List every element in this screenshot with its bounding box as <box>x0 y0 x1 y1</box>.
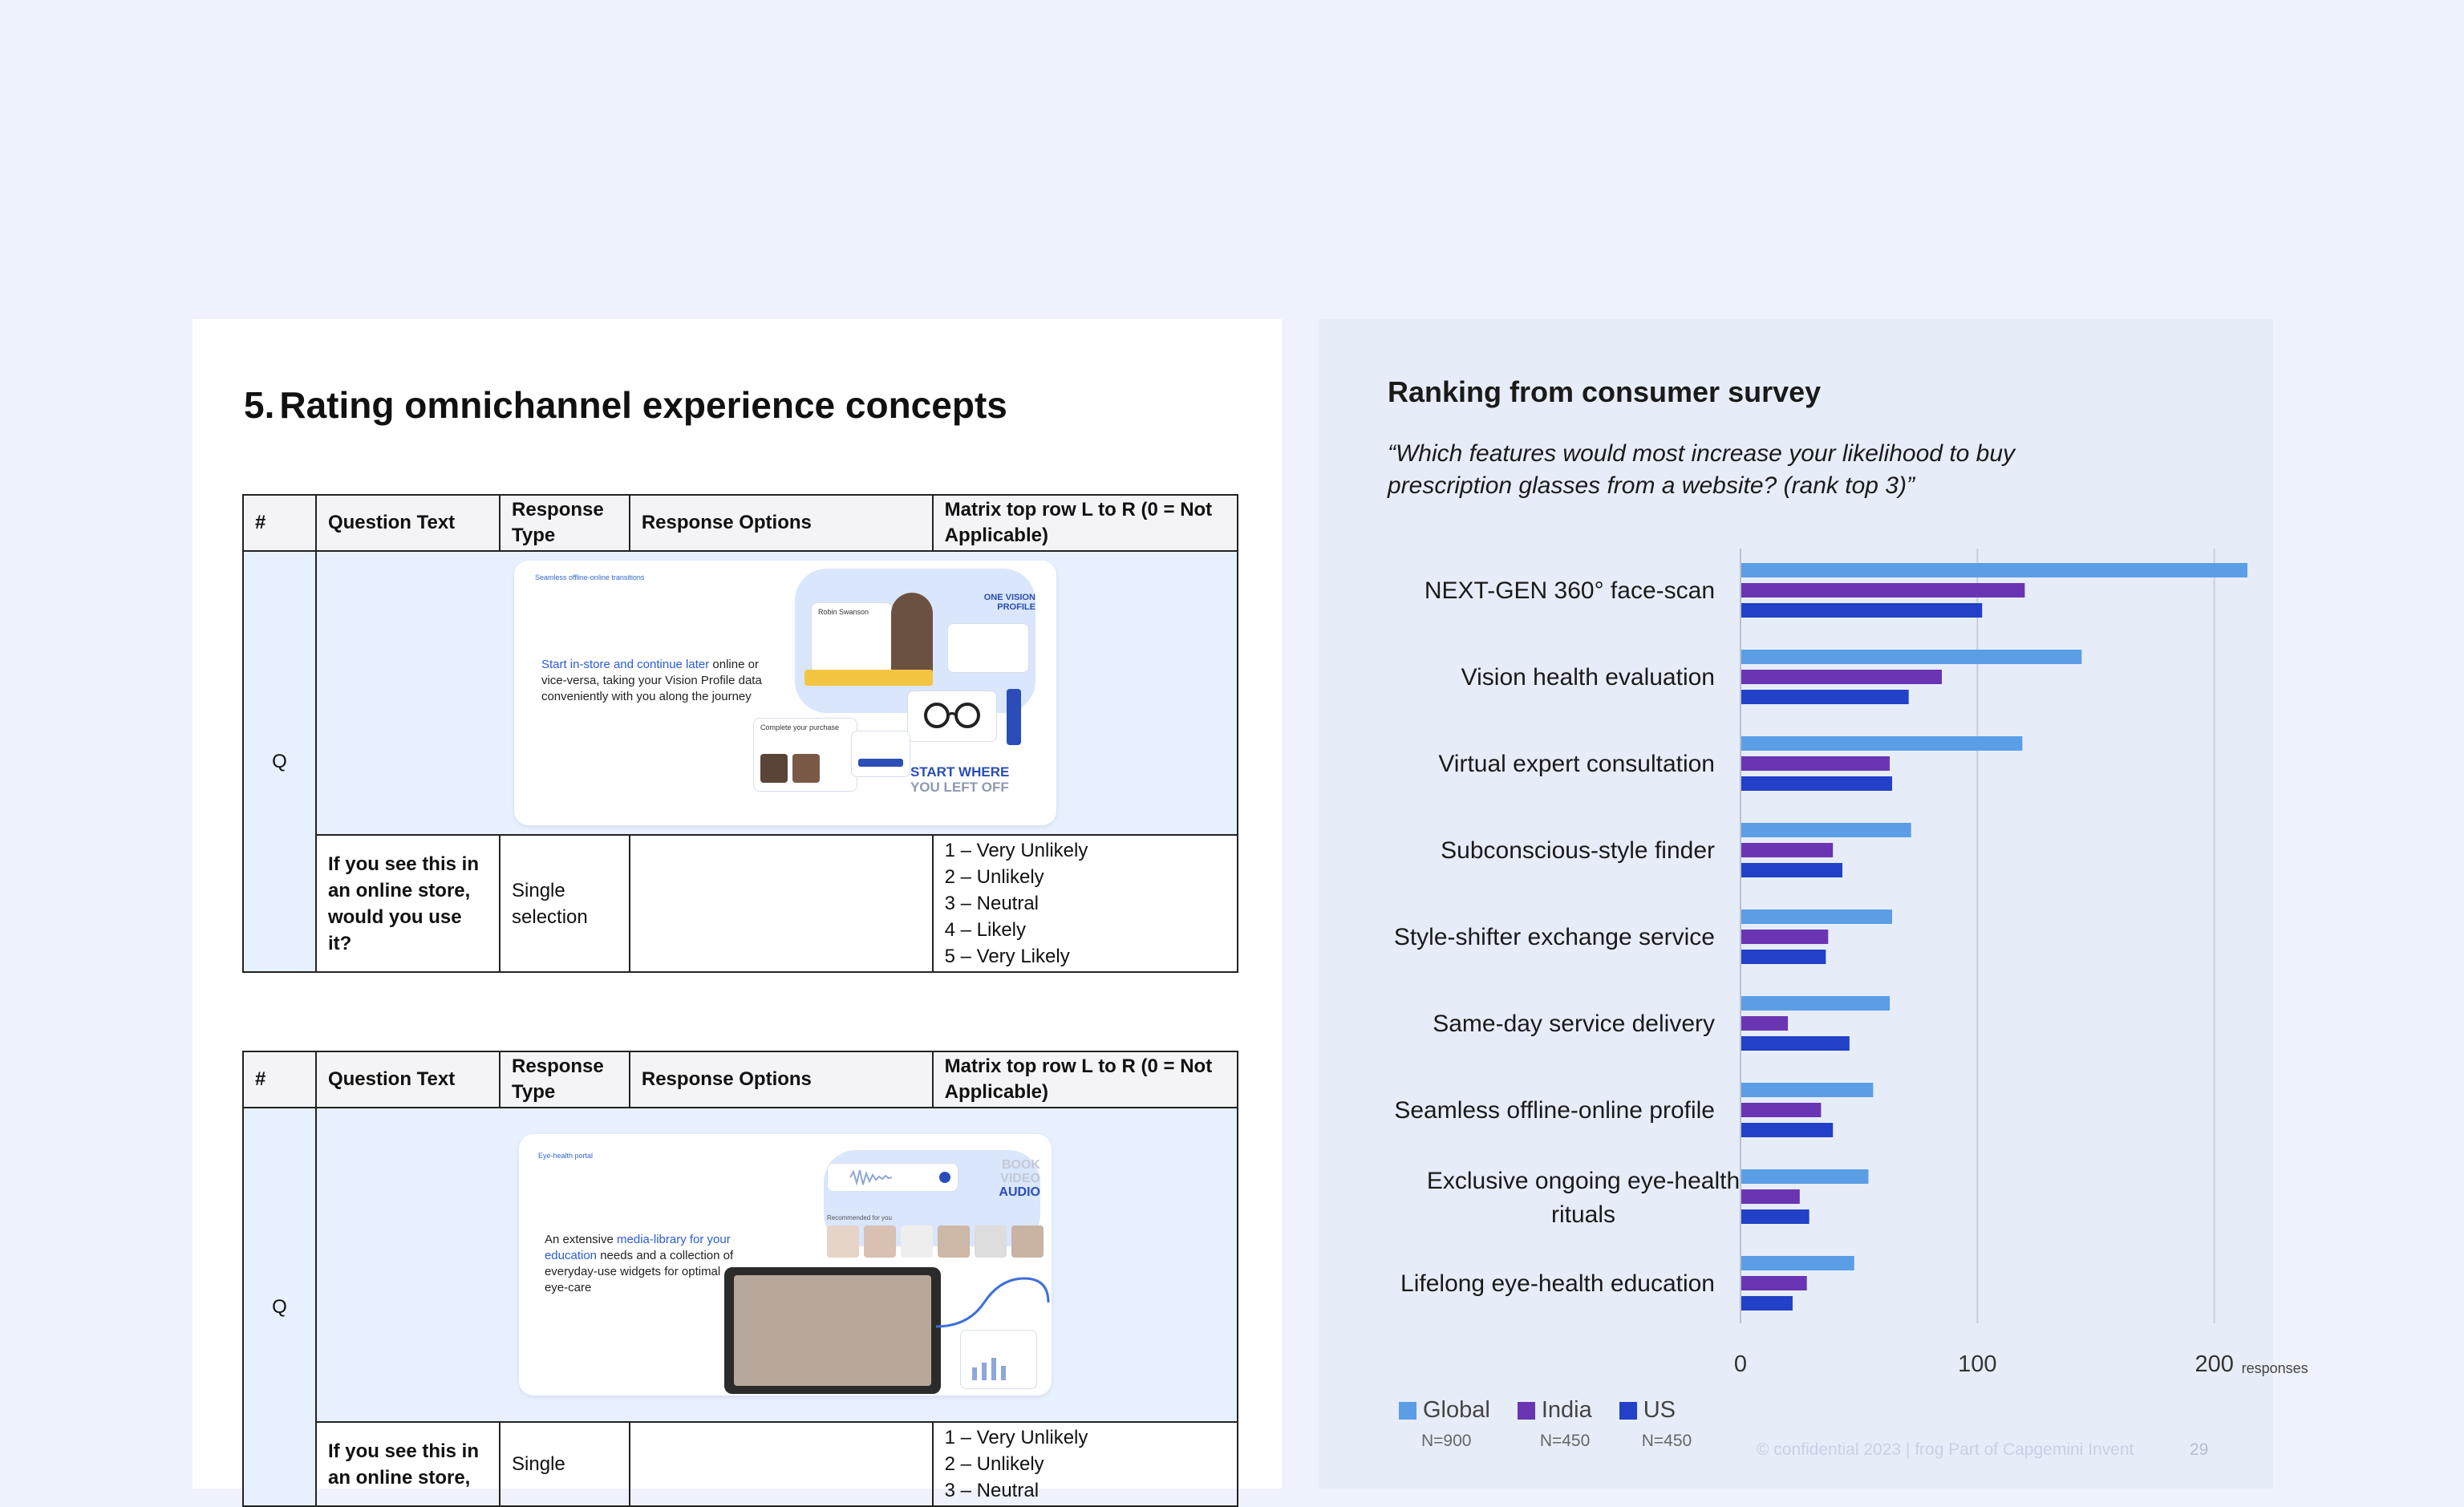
category-label: Same-day service delivery <box>1433 1011 1715 1037</box>
section-title <box>244 383 1007 427</box>
option-item: 1 – Very Unlikely <box>944 1427 1088 1448</box>
concept-header: Seamless offline-online transitions <box>534 573 645 581</box>
avatar <box>792 754 820 783</box>
header-number: # <box>243 495 316 551</box>
thumbnail <box>938 1225 970 1258</box>
yellow-banner <box>804 670 933 686</box>
profile-fields-card <box>947 623 1029 673</box>
footer-copyright: © confidential 2023 | frog Part of Capgemini Invent <box>1757 1440 2134 1459</box>
option-item: 5 – Very Likely <box>944 946 1070 967</box>
bar-us <box>1741 1123 1833 1137</box>
bar-india <box>1741 1189 1800 1204</box>
concept-blurb-highlight: media-library for your education <box>544 1233 731 1262</box>
survey-document-panel <box>192 319 1282 1501</box>
bar-us <box>1741 1296 1793 1311</box>
checkout-button-icon <box>858 759 903 767</box>
bar-global <box>1741 909 1892 924</box>
profile-card <box>811 602 893 673</box>
bar-global <box>1741 563 2247 577</box>
bar-india <box>1741 756 1890 771</box>
table-header-row <box>243 1051 1238 1108</box>
response-type: Single <box>500 1422 630 1506</box>
row-label: Q <box>243 1108 316 1506</box>
x-unit-label: responses <box>2241 1360 2308 1376</box>
table-row <box>243 835 1238 972</box>
chart-legend <box>1399 1397 1692 1451</box>
bar-india <box>1741 1276 1807 1290</box>
header-question-text: Question Text <box>316 495 500 551</box>
table-row <box>243 551 1238 835</box>
legend-swatch-us <box>1619 1402 1637 1420</box>
header-matrix: Matrix top row L to R (0 = Not Applicable) <box>933 495 1238 551</box>
media-label-book: BOOK <box>1001 1158 1040 1172</box>
bar-us <box>1741 950 1826 964</box>
header-response-type: Response Type <box>500 1051 630 1108</box>
bar-us <box>1741 776 1892 791</box>
glasses-card <box>907 691 997 742</box>
bar-global <box>1741 996 1890 1011</box>
scroll-handle-icon <box>1007 689 1021 745</box>
header-response-options: Response Options <box>630 1051 933 1108</box>
header-response-type: Response Type <box>500 495 630 551</box>
table-header-row <box>243 495 1238 551</box>
concept-cta <box>910 764 1009 795</box>
bar-india <box>1741 930 1828 944</box>
bar-global <box>1741 650 2081 664</box>
bar-global <box>1741 1256 1854 1270</box>
matrix-options <box>933 1422 1238 1506</box>
option-item: 2 – Unlikely <box>944 866 1044 888</box>
question-text: If you see this in an online store, <box>316 1422 500 1506</box>
concept-blurb-pre: An extensive <box>544 1233 618 1246</box>
bar-global <box>1741 1169 1868 1184</box>
x-tick-label: 100 <box>1958 1351 1997 1377</box>
question-text: If you see this in an online store, would you use it? <box>316 835 500 972</box>
row-label: Q <box>243 551 316 972</box>
bar-india <box>1741 1103 1821 1117</box>
table-row <box>243 1108 1238 1422</box>
legend-item-india <box>1518 1397 1592 1451</box>
legend-swatch-global <box>1399 1402 1416 1420</box>
category-label: Virtual expert consultation <box>1438 751 1715 777</box>
response-options <box>630 835 933 972</box>
concept-blurb-highlight: Start in-store and continue later <box>541 658 710 671</box>
concept-blurb <box>545 1232 745 1296</box>
bar-global <box>1741 1083 1873 1097</box>
chart-subtitle: “Which features would most increase your likelihood to buy prescription glasses from a website? (rank top 3)” <box>1388 440 2016 499</box>
survey-table-1 <box>242 494 1238 973</box>
response-options <box>630 1422 933 1506</box>
wave-decoration-icon <box>936 1270 1048 1335</box>
option-item: 4 – Likely <box>944 919 1026 941</box>
purchase-card <box>753 718 857 792</box>
option-item: 3 – Neutral <box>944 1480 1040 1501</box>
table-row <box>243 1422 1238 1506</box>
concept-blurb-rest: needs and a collection of everyday-use widgets for optimal eye-care <box>544 1249 734 1294</box>
category-label: Lifelong eye-health education <box>1400 1270 1715 1297</box>
concept-image-cell <box>316 551 1238 835</box>
thumbnail <box>975 1225 1007 1258</box>
avatar <box>760 754 788 783</box>
widget-card <box>960 1330 1037 1389</box>
bar-india <box>1741 583 2024 598</box>
concept-blurb-rest: online or vice-versa, taking your Vision Profile data conveniently with you along the journey <box>541 658 762 703</box>
concept-image-cell <box>316 1108 1238 1422</box>
category-label: Style-shifter exchange service <box>1393 924 1715 950</box>
cta-main: START WHERE <box>910 764 1010 780</box>
glasses-icon <box>908 691 996 741</box>
x-tick-label: 0 <box>1733 1351 1748 1377</box>
option-item: 3 – Neutral <box>944 893 1040 914</box>
bar-global <box>1741 736 2022 751</box>
header-matrix: Matrix top row L to R (0 = Not Applicable) <box>933 1051 1238 1108</box>
category-label: Seamless offline-online profile <box>1394 1097 1715 1124</box>
chart-title: Ranking from consumer survey <box>1388 375 1822 408</box>
header-response-options: Response Options <box>630 495 933 551</box>
legend-label: Global <box>1423 1397 1490 1423</box>
video-thumbnail <box>734 1275 931 1386</box>
concept-image-seamless-transitions <box>514 561 1056 825</box>
person-photo-icon <box>891 593 933 681</box>
section-title-text: Rating omnichannel experience concepts <box>279 384 1007 426</box>
checkout-card <box>851 731 910 777</box>
survey-table-2 <box>242 1051 1238 1507</box>
cta-sub: YOU LEFT OFF <box>910 780 1009 795</box>
bar-us <box>1741 863 1842 877</box>
category-label: Exclusive ongoing eye-health rituals <box>1426 1168 1741 1228</box>
thumbnail <box>1011 1225 1044 1258</box>
bar-us <box>1741 690 1909 704</box>
bar-india <box>1741 1016 1788 1031</box>
x-tick-label: 200 <box>2194 1351 2234 1377</box>
recommended-label: Recommended for you <box>826 1214 892 1221</box>
ranking-bar-chart <box>1319 319 2308 1394</box>
survey-chart-panel <box>1319 319 2308 1489</box>
legend-label: India <box>1541 1397 1592 1423</box>
bar-widget-icon <box>961 1331 1036 1388</box>
legend-item-global <box>1399 1397 1490 1451</box>
legend-label: US <box>1643 1397 1676 1423</box>
bar-us <box>1741 1036 1850 1051</box>
audio-player-card <box>827 1163 958 1192</box>
media-type-labels <box>968 1158 1040 1199</box>
thumbnail <box>827 1225 859 1258</box>
page-number: 29 <box>2190 1440 2209 1459</box>
section-number: 5. <box>244 384 275 426</box>
matrix-options <box>933 835 1238 972</box>
header-question-text: Question Text <box>316 1051 500 1108</box>
category-label: Vision health evaluation <box>1461 664 1715 691</box>
bar-india <box>1741 843 1833 857</box>
concept-image-eye-health-portal <box>519 1134 1052 1396</box>
header-number: # <box>243 1051 316 1108</box>
thumbnail <box>901 1225 933 1258</box>
purchase-label: Complete your purchase <box>760 723 839 731</box>
response-type: Single selection <box>500 835 630 972</box>
thumbnail <box>864 1225 896 1258</box>
bar-global <box>1741 823 1911 837</box>
legend-swatch-india <box>1518 1402 1535 1420</box>
legend-sample-size: N=450 <box>1539 1432 1591 1450</box>
category-label: NEXT-GEN 360° face-scan <box>1424 577 1715 604</box>
category-label: Subconscious-style finder <box>1441 837 1715 864</box>
concept-header: Eye-health portal <box>537 1152 594 1160</box>
bar-us <box>1741 603 1982 618</box>
thumbnail-strip <box>827 1225 1044 1258</box>
legend-sample-size: N=900 <box>1421 1432 1472 1450</box>
media-label-audio: AUDIO <box>999 1185 1040 1199</box>
tablet-video-frame <box>724 1267 941 1394</box>
concept-blurb <box>541 657 774 705</box>
vision-profile-badge: ONE VISION PROFILE <box>983 593 1035 612</box>
legend-sample-size: N=450 <box>1641 1432 1692 1450</box>
option-item: 1 – Very Unlikely <box>944 840 1088 861</box>
legend-item-us <box>1619 1397 1692 1451</box>
profile-name: Robin Swanson <box>817 608 869 616</box>
option-item: 2 – Unlikely <box>944 1453 1044 1475</box>
media-label-video: VIDEO <box>1000 1172 1040 1185</box>
audio-waveform-icon <box>828 1164 958 1191</box>
bar-us <box>1741 1209 1810 1224</box>
bar-india <box>1741 670 1942 684</box>
